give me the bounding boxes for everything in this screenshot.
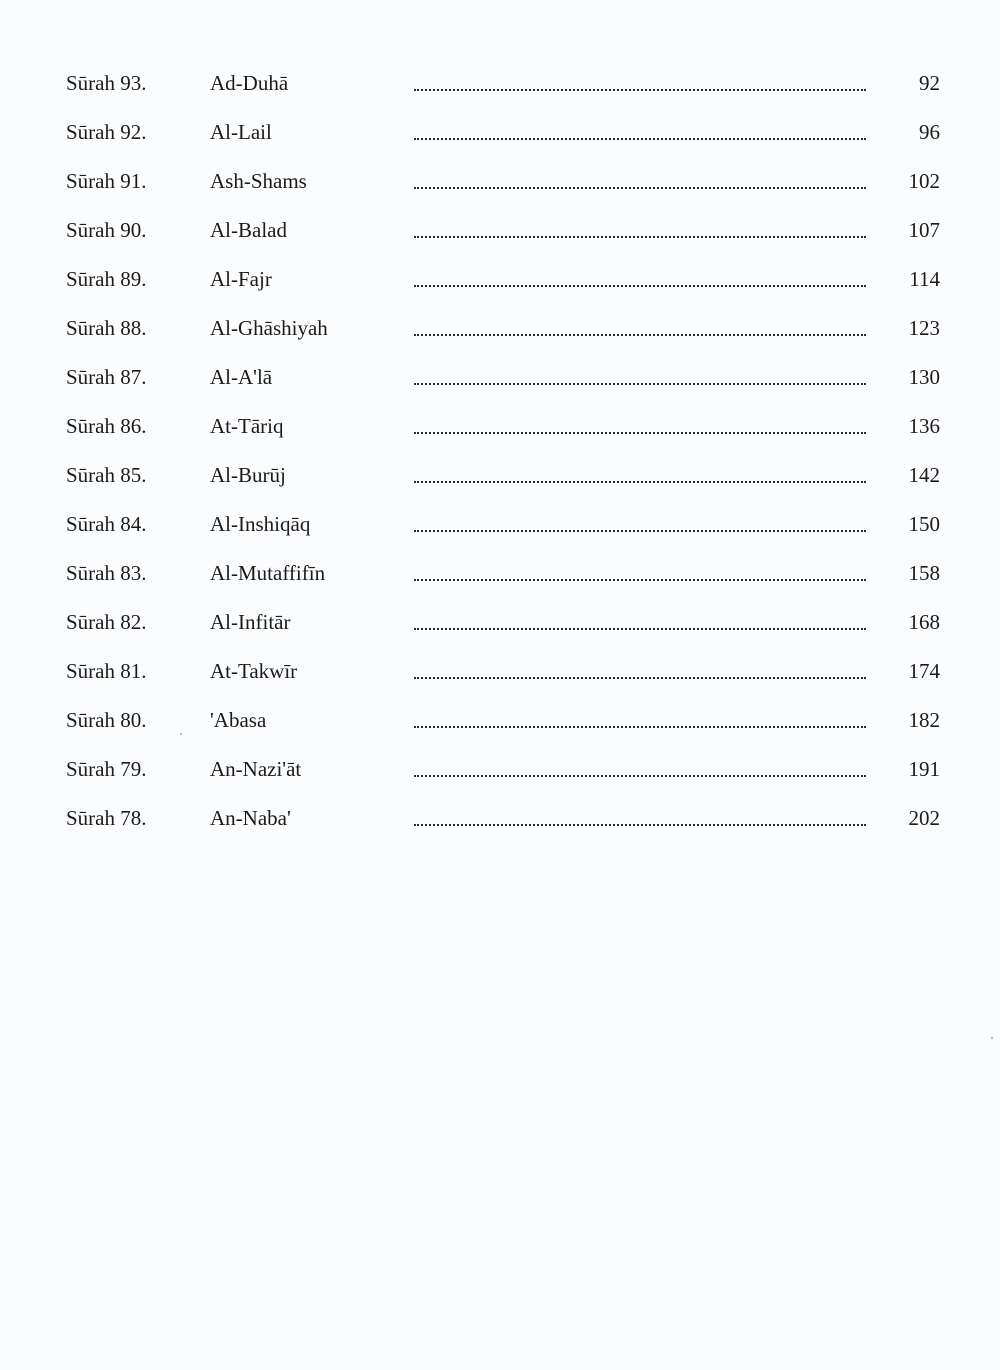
- page-number: 107: [908, 218, 940, 242]
- surah-name: At-Takwīr: [210, 659, 298, 683]
- page-number: 174: [908, 659, 940, 683]
- surah-number: Sūrah 90.: [66, 218, 147, 242]
- dot-leader: [414, 726, 866, 728]
- toc-entry: [66, 454, 940, 503]
- page-number: 150: [908, 512, 940, 536]
- surah-name: Ash-Shams: [210, 169, 307, 193]
- page-number: 130: [908, 365, 940, 389]
- surah-number: Sūrah 91.: [66, 169, 147, 193]
- surah-number: Sūrah 92.: [66, 120, 147, 144]
- dot-leader: [414, 775, 866, 777]
- toc-entry: [66, 258, 940, 307]
- dot-leader: [414, 89, 866, 91]
- toc-entry: [66, 601, 940, 650]
- surah-name: Ad-Duhā: [210, 71, 289, 95]
- surah-number: Sūrah 80.: [66, 708, 147, 732]
- surah-name: Al-Infitār: [210, 610, 291, 634]
- toc-entry: [66, 699, 940, 748]
- page-number: 123: [908, 316, 940, 340]
- table-of-contents: [66, 62, 940, 846]
- surah-name: Al-Fajr: [210, 267, 272, 291]
- toc-entry: [66, 111, 940, 160]
- toc-entry: [66, 405, 940, 454]
- dot-leader: [414, 285, 866, 287]
- surah-name: 'Abasa: [210, 708, 267, 732]
- dot-leader: [414, 824, 866, 826]
- surah-number: Sūrah 93.: [66, 71, 147, 95]
- surah-name: An-Naba': [210, 806, 291, 830]
- surah-number: Sūrah 87.: [66, 365, 147, 389]
- page-number: 102: [908, 169, 940, 193]
- toc-entry: [66, 650, 940, 699]
- dot-leader: [414, 628, 866, 630]
- surah-name: Al-A'lā: [210, 365, 273, 389]
- surah-number: Sūrah 79.: [66, 757, 147, 781]
- page-number: 158: [908, 561, 940, 585]
- toc-entry: [66, 209, 940, 258]
- surah-name: Al-Inshiqāq: [210, 512, 311, 536]
- dot-leader: [414, 334, 866, 336]
- page-number: 136: [908, 414, 940, 438]
- surah-name: Al-Balad: [210, 218, 287, 242]
- page-number: 96: [919, 120, 940, 144]
- page-number: 114: [909, 267, 940, 291]
- page-number: 92: [919, 71, 940, 95]
- page-number: 142: [908, 463, 940, 487]
- page-number: 168: [908, 610, 940, 634]
- toc-entry: [66, 552, 940, 601]
- page-number: 202: [908, 806, 940, 830]
- dot-leader: [414, 579, 866, 581]
- surah-number: Sūrah 89.: [66, 267, 147, 291]
- dot-leader: [414, 432, 866, 434]
- page-number: 182: [908, 708, 940, 732]
- dot-leader: [414, 481, 866, 483]
- paper-speck: [991, 1037, 993, 1039]
- dot-leader: [414, 236, 866, 238]
- toc-entry: [66, 62, 940, 111]
- surah-number: Sūrah 78.: [66, 806, 147, 830]
- toc-entry: [66, 748, 940, 797]
- surah-number: Sūrah 81.: [66, 659, 147, 683]
- dot-leader: [414, 138, 866, 140]
- surah-number: Sūrah 83.: [66, 561, 147, 585]
- toc-entry: [66, 307, 940, 356]
- toc-entry: [66, 160, 940, 209]
- dot-leader: [414, 530, 866, 532]
- dot-leader: [414, 187, 866, 189]
- surah-number: Sūrah 85.: [66, 463, 147, 487]
- surah-name: Al-Ghāshiyah: [210, 316, 328, 340]
- surah-name: Al-Burūj: [210, 463, 286, 487]
- surah-name: At-Tāriq: [210, 414, 284, 438]
- surah-number: Sūrah 82.: [66, 610, 147, 634]
- dot-leader: [414, 677, 866, 679]
- surah-number: Sūrah 88.: [66, 316, 147, 340]
- paper-speck: [180, 733, 182, 735]
- toc-entry: [66, 356, 940, 405]
- surah-number: Sūrah 84.: [66, 512, 147, 536]
- surah-name: An-Nazi'āt: [210, 757, 302, 781]
- dot-leader: [414, 383, 866, 385]
- toc-entry: [66, 503, 940, 552]
- surah-name: Al-Lail: [210, 120, 272, 144]
- toc-entry: [66, 797, 940, 846]
- page-number: 191: [908, 757, 940, 781]
- surah-number: Sūrah 86.: [66, 414, 147, 438]
- surah-name: Al-Mutaffifīn: [210, 561, 326, 585]
